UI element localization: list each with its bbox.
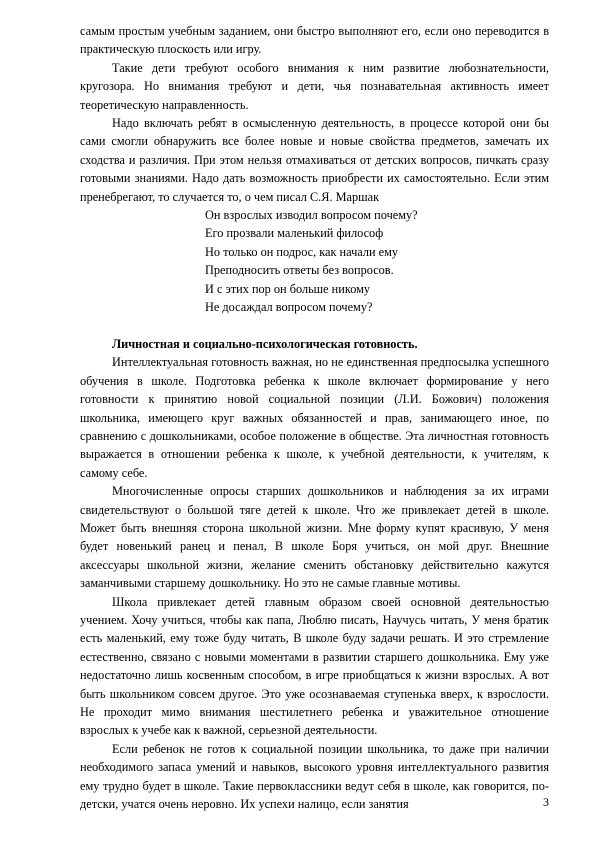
poem-line: Он взрослых изводил вопросом почему? — [205, 208, 418, 223]
poem-line: Его прозвали маленький философ — [205, 226, 384, 241]
paragraph-social-position: Если ребенок не готов к социальной позиции школьника, то даже при наличии необходимого запаса умений и навыков, высокого уровня интеллектуального развития ему трудно будет в школе. Такие первоклассники ведут себя в школе, как говорится, по-детски, учатся очень неровно. Их успехи налицо, если занятия — [80, 741, 549, 812]
paragraph-continuation: самым простым учебным заданием, они быстро выполняют его, если оно переводится в практическую плоскость или игру. — [80, 24, 549, 57]
paragraph-meaningful-activity: Надо включать ребят в осмысленную деятельность, в процессе которой они бы сами смогли обнаружить все более новые и новые свойства предметов, замечать их сходства и различия. При этом нельзя отмахиваться от детских вопросов, пичкать сразу готовыми знаниями. Надо дать возможность приобрести их самостоятельно. Если этим пренебрегают, то случается то, о чем писал С.Я. Маршак — [80, 116, 549, 204]
poem-line: Но только он подрос, как начали ему — [205, 244, 399, 259]
poem-line: И с этих пор он больше никому — [205, 281, 371, 296]
paragraph-intellectual-readiness: Интеллектуальная готовность важная, но не единственная предпосылка успешного обучения в школе. Подготовка ребенка к школе включает формирование у него готовности к принятию новой социальной позиции (Л.И. Божович) положения школьника, имеющего круг важных обязанностей и прав, занимающего иное, по сравнению с дошкольниками, особое положение в обществе. Эта личностная готовность выражается в отношении ребенка к школе, к учебной деятельности, к учителям, к самому себе. — [80, 355, 549, 480]
poem-marshak — [205, 206, 549, 316]
section-heading: Личностная и социально-психологическая готовность. — [112, 336, 418, 351]
poem-line: Не досаждал вопросом почему? — [205, 300, 373, 315]
poem-line: Преподносить ответы без вопросов. — [205, 263, 394, 278]
paragraph-surveys: Многочисленные опросы старших дошкольников и наблюдения за их играми свидетельствуют о большой тяге детей к школе. Что же привлекает детей в школе. Может быть внешняя сторона школьной жизни. Мне форму купят красивую, У меня будет новенький ранец и пенал, В школе Боря учиться, он мой друг. Внешние аксессуары школьной жизни, желание сменить обстановку действительно кажутся заманчивыми старшему дошкольнику. Но это не самые главные мотивы. — [80, 484, 549, 591]
page-number: 3 — [543, 795, 549, 809]
paragraph-curiosity: Такие дети требуют особого внимания к ним развитие любознательности, кругозора. Но внимания требуют и дети, чья познавательная активность имеет теоретическую направленность. — [80, 60, 549, 112]
paragraph-school-attraction: Школа привлекает детей главным образом своей основной деятельностью учением. Хочу учиться, чтобы как папа, Люблю писать, Научусь читать, У меня братик есть маленький, ему тоже буду читать, В школе буду задачи решать. И это стремление естественно, связано с новыми моментами в развитии старшего дошкольника. Ему уже недостаточно лишь косвенным способом, в игре приобщаться к жизни взрослых. А вот быть школьником совсем другое. Это уже осознаваемая ступенька вверх, к взрослости. Не проходит мимо внимания шестилетнего ребенка и уважительное отношение взрослых к учебе как к важной, серьезной деятельности. — [80, 594, 549, 738]
